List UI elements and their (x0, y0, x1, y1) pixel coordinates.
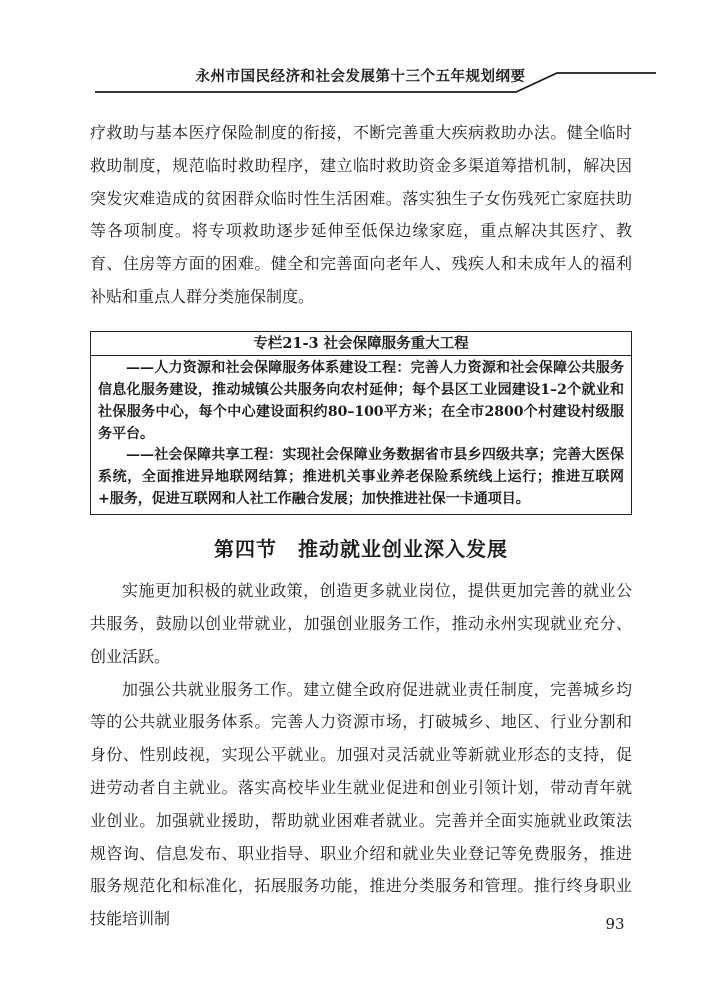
paragraph: 疗救助与基本医疗保险制度的衔接，不断完善重大疾病救助办法。健全临时救助制度，规范临时救助程序，建立临时救助资金多渠道筹措机制，解决因突发灾难造成的贫困群众临时性生活困难。落实独生子女伤残死亡家庭扶助等各项制度。将专项救助逐步延伸至低保边缘家庭，重点解决其医疗、教育、住房等方面的困难。健全和完善面向老年人、残疾人和未成年人的福利补贴和重点人群分类施保制度。 (90, 123, 632, 306)
callout-box-body (91, 356, 631, 514)
paragraph: 实施更加积极的就业政策，创造更多就业岗位，提供更加完善的就业公共服务，鼓励以创业带就业，加强创业服务工作，推动永州实现就业充分、创业活跃。 (90, 581, 632, 666)
callout-box-title: 专栏21-3 社会保障服务重大工程 (91, 332, 631, 356)
page-body (90, 117, 632, 936)
page-number: 93 (605, 915, 625, 933)
paragraph: 加强公共就业服务工作。建立健全政府促进就业责任制度，完善城乡均等的公共就业服务体系。完善人力资源市场，打破城乡、地区、行业分割和身份、性别歧视，实现公平就业。加强对灵活就业等新就业形态的支持，促进劳动者自主就业。落实高校毕业生就业促进和创业引领计划，带动青年就业创业。加强就业援助，帮助就业困难者就业。完善并全面实施就业政策法规咨询、信息发布、职业指导、职业介绍和就业失业登记等免费服务，推进服务规范化和标准化，拓展服务功能，推进分类服务和管理。推行终身职业技能培训制 (90, 679, 632, 929)
section-heading: 第四节 推动就业创业深入发展 (214, 537, 508, 562)
callout-box (90, 331, 632, 515)
header-title: 永州市国民经济和社会发展第十三个五年规划纲要 (195, 68, 526, 85)
callout-paragraph: ——人力资源和社会保障服务体系建设工程：完善人力资源和社会保障公共服务信息化服务建设，推动城镇公共服务向农村延伸；每个县区工业园建设1–2个就业和社保服务中心，每个中心建设面积约80–100平方米；在全市2800个村建设村级服务平台。 (98, 359, 624, 442)
callout-paragraph: ——社会保障共享工程：实现社会保障业务数据省市县乡四级共享；完善大医保系统，全面推进异地联网结算；推进机关事业养老保险系统线上运行；推进互联网+服务，促进互联网和人社工作融合发展；加快推进社保一卡通项目。 (98, 447, 624, 508)
